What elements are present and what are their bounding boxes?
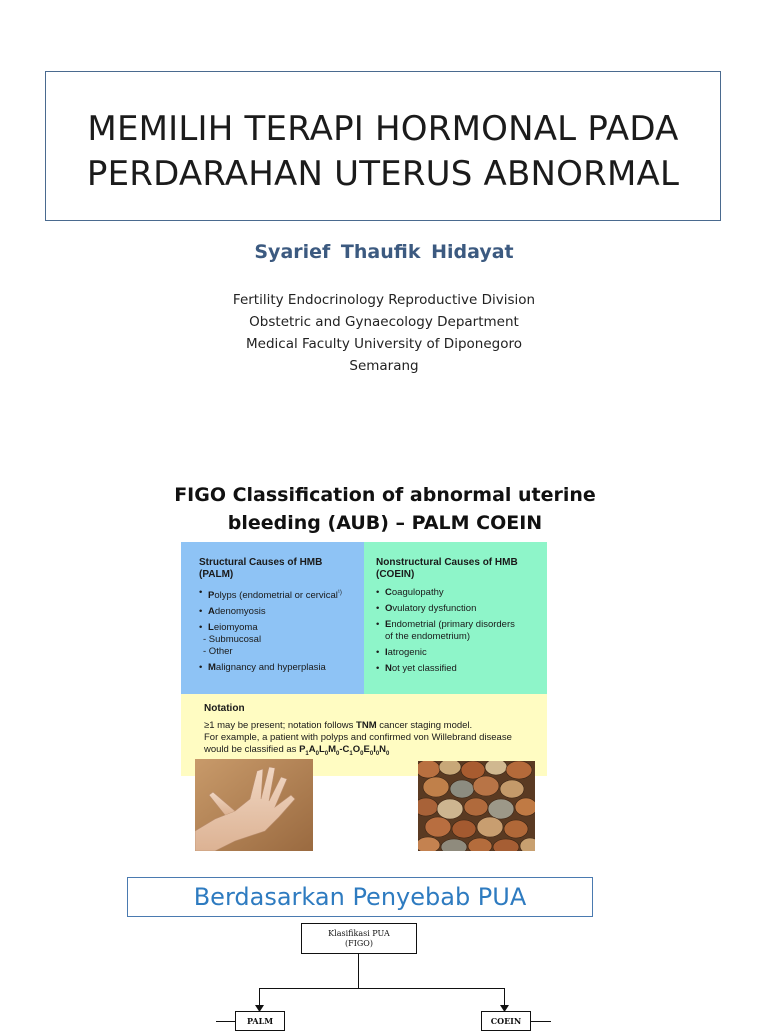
palm-heading-line-1: Structural Causes of HMB — [199, 557, 323, 568]
item-text: alignancy and hyperplasia — [215, 662, 326, 674]
subtype-item: - Submucosal — [203, 634, 262, 646]
item-suffix: ¹) — [337, 590, 342, 596]
item-text: eiomyoma — [213, 622, 258, 634]
connector-vertical-root — [358, 954, 359, 988]
leiomyoma-subtypes — [199, 634, 364, 658]
palm-heading-line-2: (PALM) — [199, 569, 234, 580]
chart-node-palm: PALM — [235, 1011, 285, 1031]
notation-tnm: TNM — [356, 720, 377, 731]
item-text: atrogenic — [387, 647, 427, 658]
title-line-2: PERDARAHAN UTERUS ABNORMAL — [86, 154, 680, 194]
item-initial: E — [385, 619, 392, 630]
notation-body — [204, 720, 547, 760]
author-name: Syarief Thaufik Hidayat — [254, 241, 514, 263]
figo-title-line-1: FIGO Classification of abnormal uterine — [174, 484, 596, 506]
item-text: denomyosis — [214, 606, 266, 618]
affiliation-line: Fertility Endocrinology Reproductive Division — [232, 292, 536, 308]
affiliation-line: Medical Faculty University of Diponegoro — [246, 336, 522, 352]
coein-heading-line-2: (COEIN) — [376, 569, 415, 580]
pua-title-box — [127, 877, 593, 917]
title-box — [45, 71, 721, 221]
item-initial: N — [385, 663, 392, 674]
item-text: ot yet classified — [391, 663, 457, 674]
notation-text: would be classified as — [204, 744, 300, 755]
item-text: ndometrial (primary disorders — [391, 619, 515, 630]
item-initial: M — [208, 662, 216, 674]
root-node-line-2: (FIGO) — [345, 939, 373, 948]
chart-node-coein: COEIN — [481, 1011, 531, 1031]
affiliation-line: Obstetric and Gynaecology Department — [249, 314, 519, 330]
item-initial: L — [208, 622, 214, 634]
coein-item — [376, 663, 547, 675]
item-text-continued: of the endometrium) — [385, 631, 471, 642]
item-text: oagulopathy — [391, 587, 444, 598]
coein-heading — [376, 557, 547, 581]
item-initial: P — [208, 590, 215, 602]
item-initial: C — [385, 587, 392, 598]
connector-horizontal — [259, 988, 505, 989]
palm-item — [199, 662, 364, 674]
palm-item — [199, 606, 364, 618]
item-initial: O — [385, 603, 393, 614]
pua-slide-title: Berdasarkan Penyebab PUA — [193, 883, 527, 911]
notation-heading: Notation — [204, 703, 245, 714]
subtype-item: - Other — [203, 646, 233, 658]
palm-item — [199, 622, 364, 634]
affiliation-line: Semarang — [349, 358, 419, 374]
notation-line-2: For example, a patient with polyps and confirmed von Willebrand disease — [204, 732, 512, 743]
figo-title-line-2: bleeding (AUB) – PALM COEIN — [227, 512, 543, 534]
root-node-line-1: Klasifikasi PUA — [328, 929, 390, 938]
notation-formula: $P_1A_0L_0M_0-C_1O_0E_0I_0N_0$ — [299, 744, 390, 757]
coein-item — [376, 619, 547, 643]
notation-line-1 — [204, 720, 547, 732]
notation-line-3 — [204, 744, 547, 760]
palm-list — [199, 587, 364, 674]
chart-root-node — [301, 923, 417, 954]
item-text: olyps (endometrial or cervical — [214, 590, 338, 602]
coins-photo — [418, 761, 535, 851]
coein-item — [376, 587, 547, 599]
coein-item — [376, 647, 547, 659]
coein-heading-line-1: Nonstructural Causes of HMB — [376, 557, 518, 568]
affiliation — [0, 289, 768, 377]
item-initial: I — [385, 647, 388, 658]
notation-text: ≥1 may be present; notation follows — [204, 720, 357, 731]
figo-slide-title — [140, 481, 630, 537]
title-line-1: MEMILIH TERAPI HORMONAL PADA — [87, 109, 679, 149]
item-initial: A — [208, 606, 215, 618]
palm-item — [199, 587, 364, 602]
presentation-title — [87, 95, 679, 197]
notation-text: cancer staging model. — [376, 720, 473, 731]
item-text: vulatory dysfunction — [392, 603, 477, 614]
coein-item — [376, 603, 547, 615]
palm-heading — [199, 557, 364, 581]
connector-palm-left-stub — [216, 1021, 235, 1022]
palm-panel — [181, 542, 364, 694]
hand-photo — [195, 759, 313, 851]
coein-panel — [364, 542, 547, 694]
coein-list — [376, 587, 547, 675]
connector-coein-right-stub — [531, 1021, 551, 1022]
